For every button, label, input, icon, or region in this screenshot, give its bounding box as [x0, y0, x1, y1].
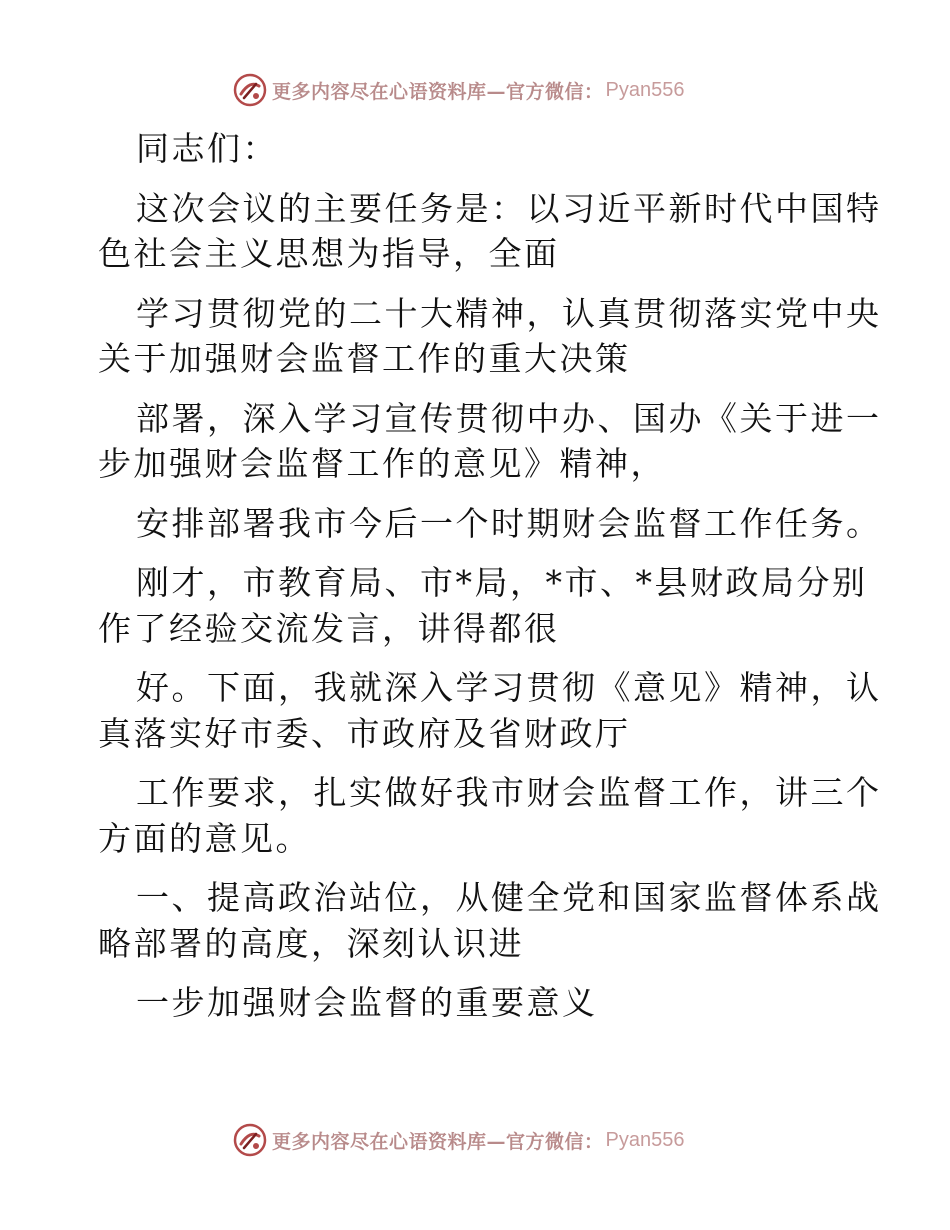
watermark-text: 更多内容尽在心语资料库—官方微信： [272, 1130, 604, 1153]
footer-watermark [232, 1120, 684, 1160]
paragraph-line: 刚才，市教育局、市*局，*市、*县财政局分别 [136, 563, 868, 602]
watermark-wechat-id: Pyan556 [605, 78, 685, 101]
header-watermark [232, 70, 684, 110]
paragraph-line: 作了经验交流发言，讲得都很 [98, 608, 560, 648]
paragraph-line: 好。下面，我就深入学习贯彻《意见》精神，认 [136, 668, 882, 707]
watermark-wechat-id: Pyan556 [605, 1128, 685, 1151]
seal-logo-icon [232, 72, 268, 108]
paragraph-line: 关于加强财会监督工作的重大决策 [98, 339, 631, 378]
paragraph-line: 色社会主义思想为指导，全面 [98, 234, 560, 273]
paragraph-line: 学习贯彻党的二十大精神，认真贯彻落实党中央 [136, 293, 882, 333]
paragraph-line: 方面的意见。 [98, 818, 311, 858]
section-heading-line: 一步加强财会监督的重要意义 [136, 983, 598, 1022]
paragraph-line: 同志们： [136, 129, 278, 168]
section-heading-line: 一、提高政治站位，从健全党和国家监督体系战 [136, 878, 882, 917]
paragraph-line: 安排部署我市今后一个时期财会监督工作任务。 [136, 503, 882, 543]
seal-logo-icon [232, 1122, 268, 1158]
paragraph-line: 部署，深入学习宣传贯彻中办、国办《关于进一 [136, 398, 882, 438]
watermark-text: 更多内容尽在心语资料库—官方微信： [272, 80, 604, 103]
section-heading-line: 略部署的高度，深刻认识进 [98, 923, 524, 963]
document-body [98, 126, 882, 1026]
paragraph-line: 步加强财会监督工作的意见》精神， [98, 444, 666, 483]
paragraph-line: 工作要求，扎实做好我市财会监督工作，讲三个 [136, 773, 882, 812]
paragraph-line: 这次会议的主要任务是：以习近平新时代中国特 [136, 188, 882, 228]
paragraph-line: 真落实好市委、市政府及省财政厅 [98, 713, 631, 753]
